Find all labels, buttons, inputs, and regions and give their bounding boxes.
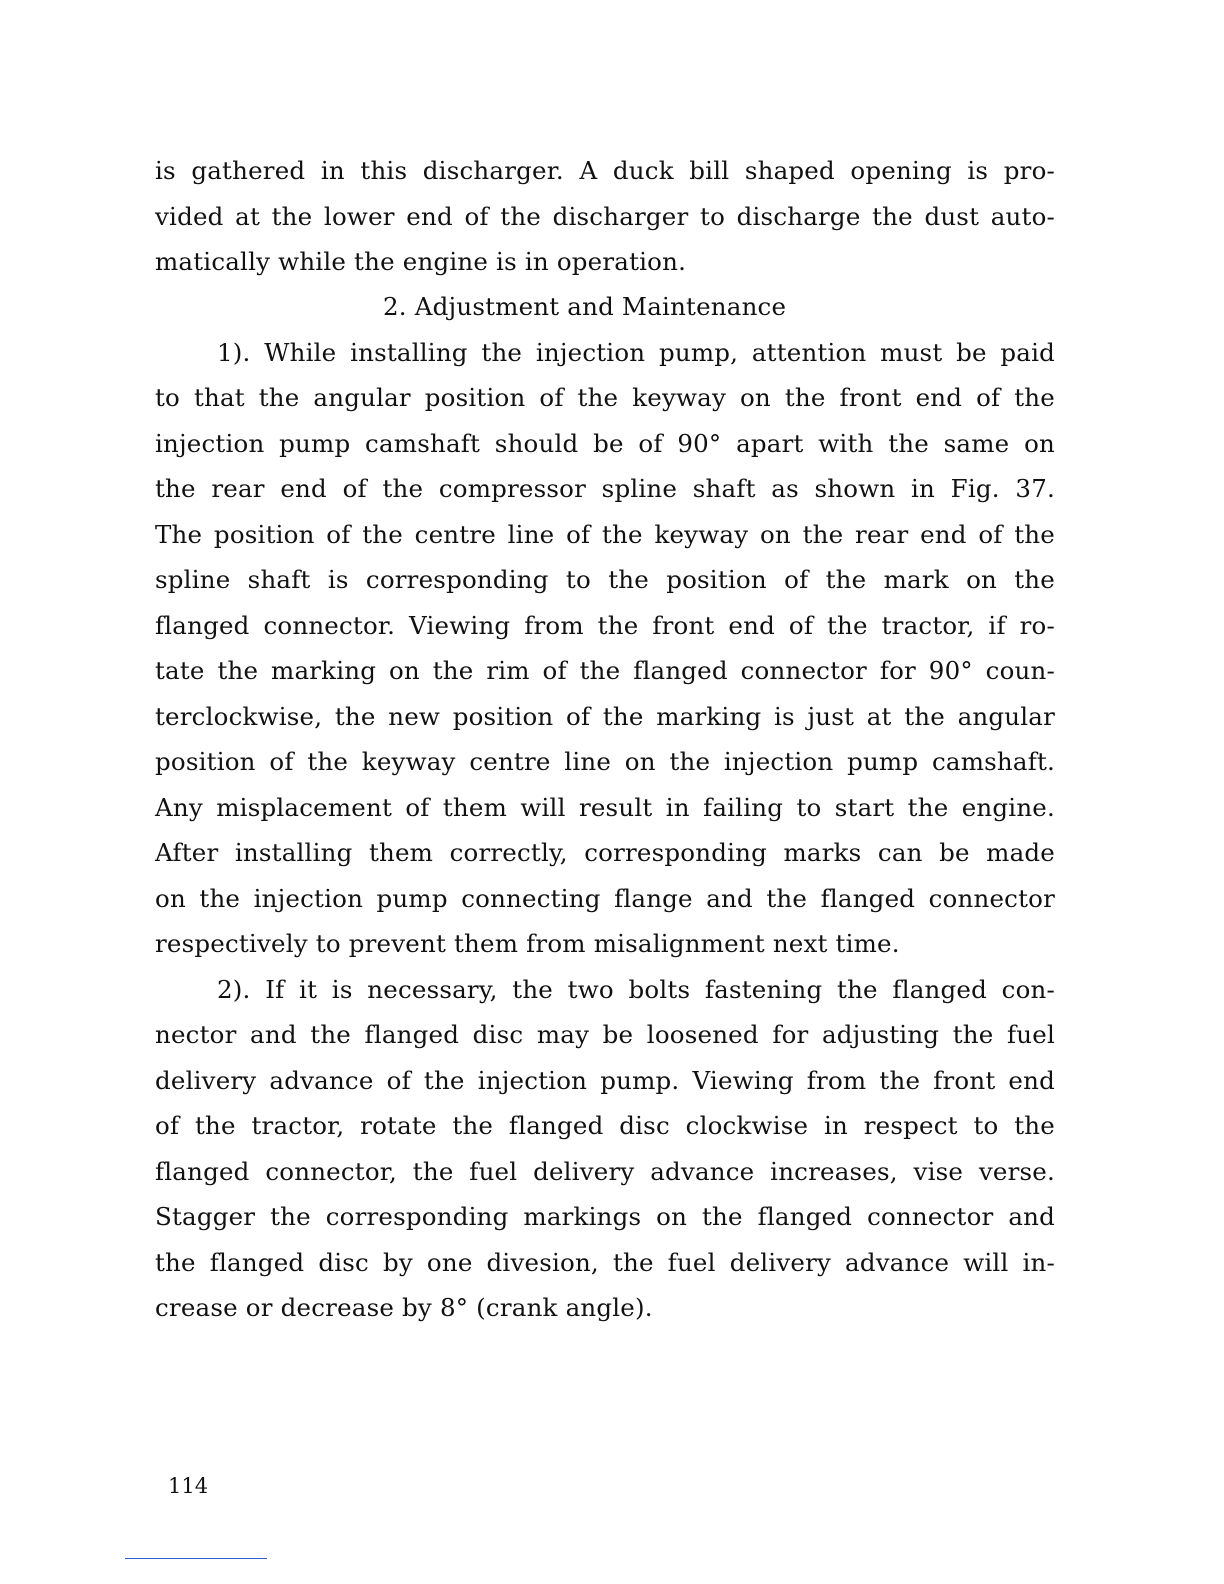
edge-rule (125, 1558, 267, 1559)
text-line: of the tractor, rotate the flanged disc clockwise in respect to the (155, 1111, 1055, 1140)
text-line: nector and the flanged disc may be loosened for adjusting the fuel (155, 1020, 1055, 1049)
text-line: crease or decrease by 8° (crank angle). (155, 1293, 653, 1322)
page-number: 114 (168, 1474, 209, 1498)
text-line: injection pump camshaft should be of 90° apart with the same on (155, 429, 1055, 458)
text-line: flanged connector, the fuel delivery advance increases, vise verse. (155, 1157, 1055, 1186)
text-line: Any misplacement of them will result in failing to start the engine. (155, 793, 1055, 822)
text-line: matically while the engine is in operation. (155, 247, 687, 276)
text-line: the flanged disc by one divesion, the fuel delivery advance will in- (155, 1248, 1055, 1277)
text-line: delivery advance of the injection pump. Viewing from the front end (155, 1066, 1055, 1095)
text-line: terclockwise, the new position of the marking is just at the angular (155, 702, 1055, 731)
text-line: The position of the centre line of the keyway on the rear end of the (155, 520, 1055, 549)
section-heading: 2. Adjustment and Maintenance (383, 292, 787, 321)
text-line: to that the angular position of the keyway on the front end of the (155, 383, 1055, 412)
text-line: 1). While installing the injection pump, attention must be paid (217, 338, 1055, 367)
text-line: spline shaft is corresponding to the position of the mark on the (155, 565, 1055, 594)
text-line: on the injection pump connecting flange and the flanged connector (155, 884, 1055, 913)
text-line: respectively to prevent them from misalignment next time. (155, 929, 900, 958)
text-line: After installing them correctly, corresponding marks can be made (155, 838, 1055, 867)
text-line: flanged connector. Viewing from the front end of the tractor, if ro- (155, 611, 1055, 640)
text-line: Stagger the corresponding markings on the flanged connector and (155, 1202, 1055, 1231)
text-line: position of the keyway centre line on the injection pump camshaft. (155, 747, 1055, 776)
text-line: tate the marking on the rim of the flanged connector for 90° coun- (155, 656, 1055, 685)
text-line: 2). If it is necessary, the two bolts fastening the flanged con- (217, 975, 1055, 1004)
text-line: the rear end of the compressor spline shaft as shown in Fig. 37. (155, 474, 1055, 503)
text-line: is gathered in this discharger. A duck bill shaped opening is pro- (155, 156, 1055, 185)
text-line: vided at the lower end of the discharger to discharge the dust auto- (155, 202, 1055, 231)
